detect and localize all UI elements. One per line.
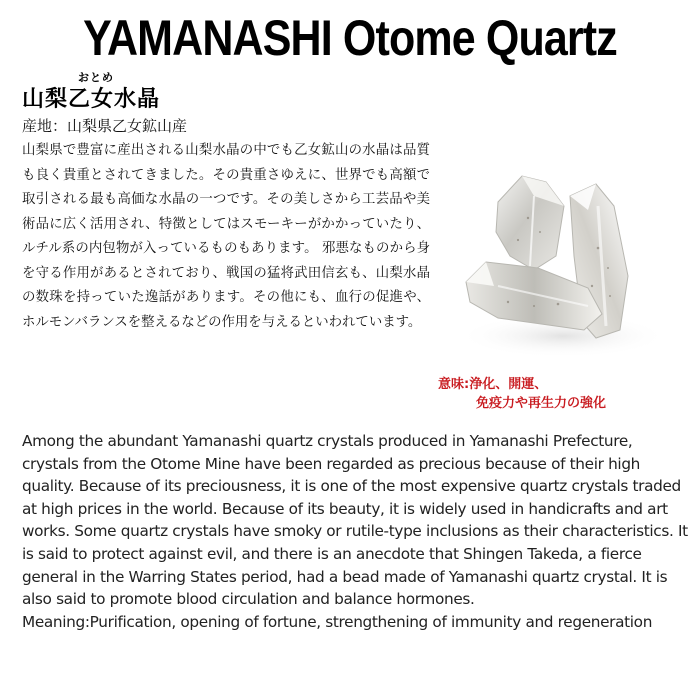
japanese-name: 山梨乙女水晶 — [22, 87, 161, 112]
page-title: YAMANASHI Otome Quartz — [83, 10, 617, 66]
english-section — [22, 430, 690, 633]
english-description: Among the abundant Yamanashi quartz crystals produced in Yamanashi Prefecture, crystals from the Otome Mine have been regarded as precious because of their high quality. Because of its preciousness, it is one of the most expensive quartz crystals traded at high prices in the world. Because of its beauty, it is widely used in handicrafts and art works. Some quartz crystals have smoky or rutile-type inclusions as their characteristics. It is said to protect against evil, and there is an anecdote that Shingen Takeda, a fierce general in the Warring States period, had a bead made of Yamanashi quartz crystal. It is also said to promote blood circulation and balance hormones. — [22, 432, 688, 609]
origin-text: 産地：山梨県乙女鉱山産 — [22, 117, 188, 135]
quartz-crystal-photo — [438, 136, 680, 372]
name-ruby: おとめ — [78, 71, 114, 84]
english-meaning: Meaning:Purification, opening of fortune, strengthening of immunity and regeneration — [22, 612, 653, 631]
meaning-line-2: 免疫力や再生力の強化 — [476, 396, 607, 411]
meaning-japanese — [438, 375, 606, 413]
meaning-line-1: 意味:浄化、開運、 — [438, 377, 548, 392]
japanese-description: 山梨県で豊富に産出される山梨水晶の中でも乙女鉱山の水晶は品質も良く貴重とされてきました。その貴重さゆえに、世界でも高額で取引される最も高価な水晶の一つです。その美しさから工芸品や美術品に広く活用され、特徴としてはスモーキーがかかっていたり、ルチル系の内包物が入っているものもあります。 邪悪なものから身を守る作用があるとされており、戦国の猛将武田信玄も、山梨水晶の数珠を持っていた逸話があります。その他にも、血行の促進や、ホルモンバランスを整えるなどの作用を与えるといわれています。 — [22, 143, 430, 330]
